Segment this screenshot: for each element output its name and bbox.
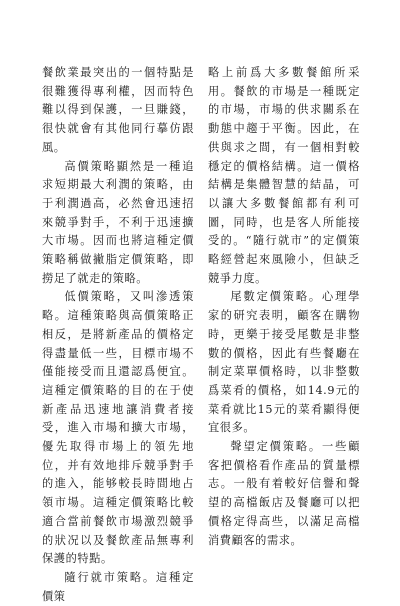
- paragraph: 餐飲業最突出的一個特點是很難獲得專利權，因而特色難以得到保護，一旦賺錢，很快就會有其他同行摹仿跟風。: [42, 66, 194, 154]
- paragraph: 尾數定價策略。心理學家的研究表明，顧客在購物時，更樂于接受尾數是非整數的價格，因此有些餐廳在制定菜單價格時，以非整數爲菜肴的價格，如14.9元的菜肴就比15元的菜肴顯得便宜很多。: [208, 290, 360, 435]
- left-column: [42, 64, 194, 603]
- paragraph: 隨行就市策略。這種定價策: [42, 570, 194, 603]
- paragraph: 略上前爲大多數餐館所采用。餐飲的市場是一種既定的市場，市場的供求關系在動態中趨于平衡。因此，在供與求之間，有一個相對較穩定的價格結構。這一價格結構是集體智慧的結晶，可以讓大多數餐館都有利可圖，同時，也是客人所能接受的。“隨行就市”的定價策略經營起來風險小，但缺乏競爭力度。: [208, 66, 360, 285]
- paragraph: 高價策略顯然是一種追求短期最大利潤的策略，由于利潤過高，必然會迅速招來競爭對手，不利于迅速擴大市場。因而也將這種定價策略稱做撇脂定價策略，即撈足了就走的策略。: [42, 159, 194, 285]
- paragraph: 低價策略，又叫滲透策略。這種策略與高價策略正相反，是將新產品的價格定得盡量低一些，目標市場不僅能接受而且還認爲便宜。這種定價策略的目的在于使新產品迅速地讓消費者接受，進入市場和擴大市場，優先取得市場上的領先地位，并有效地排斥競爭對手的進入，能够較長時間地占領市場。這種定價策略比較適合當前餐飲市場激烈競爭的狀况以及餐飲產品無專利保護的特點。: [42, 290, 194, 566]
- paragraph: 聲望定價策略。一些顧客把價格看作產品的質量標志。一般有着較好信譽和聲望的高檔飯店及餐廳可以把價格定得高些，以滿足高檔消費顧客的需求。: [208, 440, 360, 547]
- right-column: [208, 64, 360, 569]
